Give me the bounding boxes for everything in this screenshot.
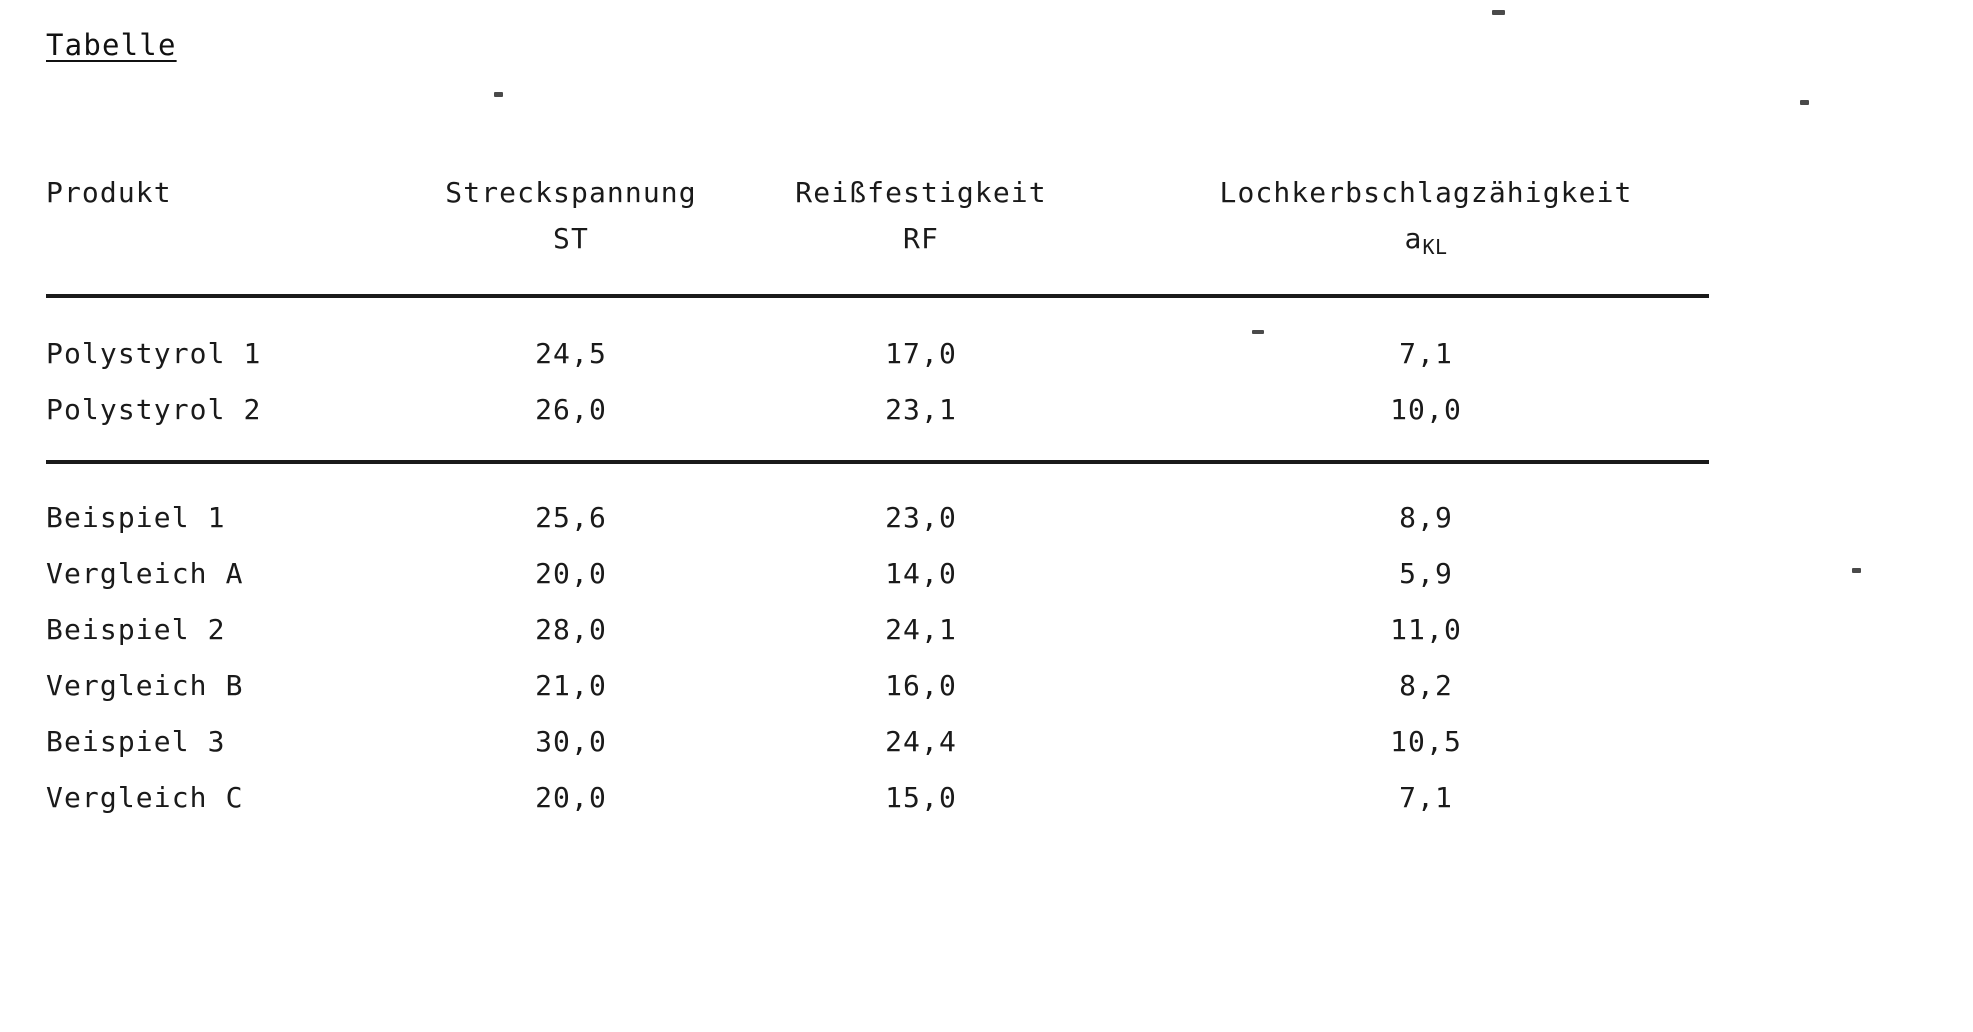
cell-produkt: Vergleich C xyxy=(46,781,244,814)
cell-akl: 8,2 xyxy=(1399,669,1453,702)
cell-akl: 10,0 xyxy=(1390,393,1462,426)
table-row xyxy=(46,546,1746,602)
table-row xyxy=(46,658,1746,714)
header-rule-cell xyxy=(46,288,1746,326)
cell-st: 26,0 xyxy=(535,393,607,426)
cell-st: 25,6 xyxy=(535,501,607,534)
cell-akl: 5,9 xyxy=(1399,557,1453,590)
table-row xyxy=(46,714,1746,770)
cell-produkt: Vergleich A xyxy=(46,557,244,590)
cell-produkt: Beispiel 2 xyxy=(46,613,226,646)
scan-speck xyxy=(494,92,503,97)
horizontal-rule xyxy=(46,460,1709,464)
cell-produkt: Polystyrol 1 xyxy=(46,337,262,370)
page-title: Tabelle xyxy=(46,28,177,62)
table-row xyxy=(46,490,1746,546)
table-body xyxy=(46,288,1746,826)
cell-rf: 23,1 xyxy=(885,393,957,426)
cell-rf: 17,0 xyxy=(885,337,957,370)
cell-st: 21,0 xyxy=(535,669,607,702)
cell-akl: 11,0 xyxy=(1390,613,1462,646)
header-rule-row xyxy=(46,288,1746,326)
cell-rf: 24,1 xyxy=(885,613,957,646)
cell-st: 20,0 xyxy=(535,557,607,590)
scan-speck xyxy=(1800,100,1809,105)
cell-st: 28,0 xyxy=(535,613,607,646)
cell-rf: 24,4 xyxy=(885,725,957,758)
cell-st: 30,0 xyxy=(535,725,607,758)
cell-akl: 10,5 xyxy=(1390,725,1462,758)
table-row xyxy=(46,382,1746,438)
cell-akl: 7,1 xyxy=(1399,781,1453,814)
cell-rf: 23,0 xyxy=(885,501,957,534)
akl-symbol: $a_{KL}$ xyxy=(1404,222,1448,259)
cell-akl: 8,9 xyxy=(1399,501,1453,534)
cell-st: 20,0 xyxy=(535,781,607,814)
column-header-reissfestigkeit: Reißfestigkeit RF xyxy=(795,176,1047,255)
cell-rf: 15,0 xyxy=(885,781,957,814)
cell-rf: 16,0 xyxy=(885,669,957,702)
table-row xyxy=(46,326,1746,382)
cell-produkt: Beispiel 3 xyxy=(46,725,226,758)
column-header-lochkerbschlagzaehigkeit: Lochkerbschlagzähigkeit $a_{KL}$ xyxy=(1106,170,1746,288)
group-rule-cell xyxy=(46,438,1746,490)
results-table xyxy=(46,170,1746,826)
cell-rf: 14,0 xyxy=(885,557,957,590)
table-header xyxy=(46,170,1746,288)
cell-akl: 7,1 xyxy=(1399,337,1453,370)
cell-st: 24,5 xyxy=(535,337,607,370)
scan-speck xyxy=(1492,10,1505,15)
column-header-streckspannung: Streckspannung ST xyxy=(445,176,697,255)
cell-produkt: Vergleich B xyxy=(46,669,244,702)
table-header-row xyxy=(46,170,1746,288)
group-rule-row xyxy=(46,438,1746,490)
table-row xyxy=(46,770,1746,826)
table-row xyxy=(46,602,1746,658)
cell-produkt: Polystyrol 2 xyxy=(46,393,262,426)
cell-produkt: Beispiel 1 xyxy=(46,501,226,534)
scan-speck xyxy=(1852,568,1861,573)
horizontal-rule xyxy=(46,294,1709,298)
column-header-produkt: Produkt xyxy=(46,176,172,209)
